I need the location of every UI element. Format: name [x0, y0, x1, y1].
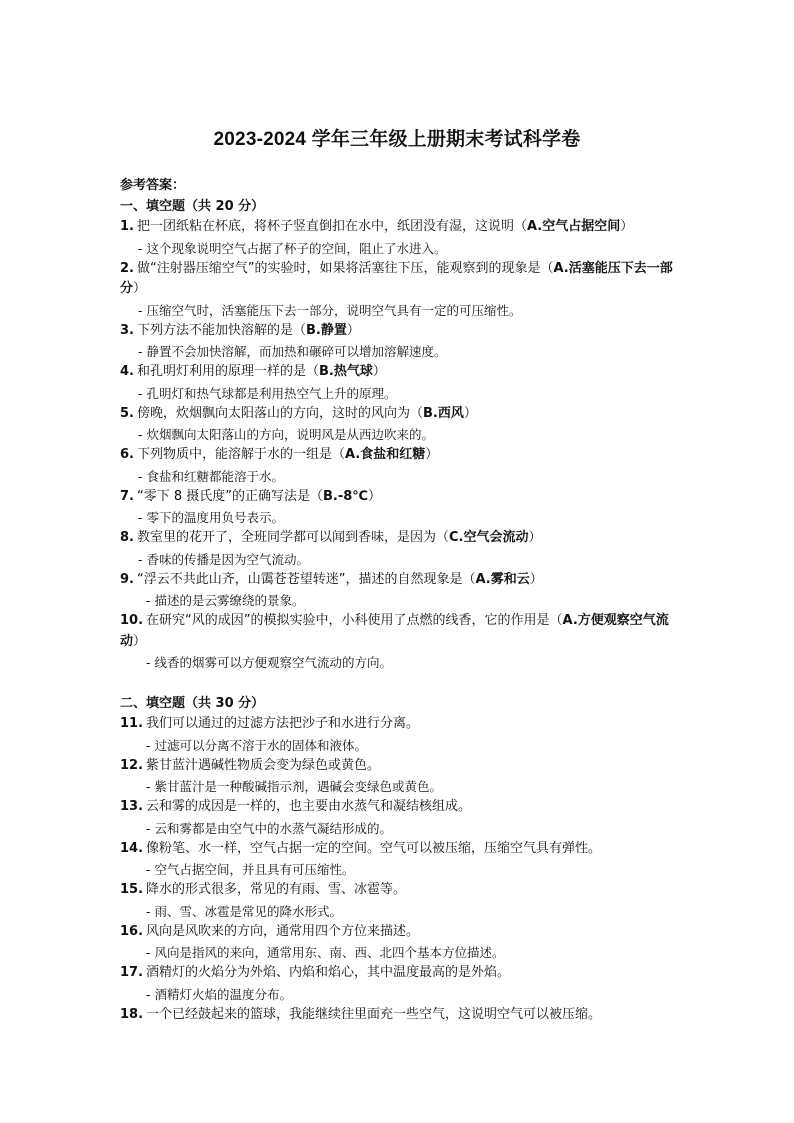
answer-explanation: - 描述的是云雾缭绕的景象。: [146, 593, 305, 608]
answer-explanation: - 零下的温度用负号表示。: [138, 510, 284, 525]
question-number: 15.: [120, 882, 144, 897]
answer-explanation: - 孔明灯和热气球都是利用热空气上升的原理。: [138, 385, 397, 401]
answer-explanation: - 线香的烟雾可以方便观察空气流动的方向。: [146, 655, 392, 670]
question-item: [120, 922, 680, 943]
question-text: 云和雾的成因是一样的，也主要由水蒸气和凝结核组成。: [146, 799, 472, 814]
section-1-heading: 一、填空题（共 20 分）: [120, 199, 265, 214]
question-text: “零下 8 摄氏度”的正确写法是（: [136, 488, 323, 504]
answer-explanation: - 压缩空气时，活塞能压下去一部分，说明空气具有一定的可压缩性。: [138, 302, 522, 318]
question-item: [120, 1005, 680, 1026]
question-item: [120, 487, 680, 508]
question-text: 在研究“风的成因”的模拟实验中，小科使用了点燃的线香，它的作用是（: [146, 613, 563, 628]
question-text: 风向是风吹来的方向，通常用四个方位来描述。: [146, 923, 420, 939]
answer-explanation: - 这个现象说明空气占据了杯子的空间，阻止了水进入。: [138, 240, 447, 256]
answer-choice: A.空气占据空间: [527, 219, 621, 234]
question-item: [120, 259, 680, 300]
question-item: [120, 321, 680, 342]
answer-explanation: - 紫甘蓝汁是一种酸碱指示剂，遇碱会变绿色或黄色。: [146, 779, 442, 794]
question-text: 降水的形式很多，常见的有雨、雪、冰雹等。: [146, 882, 407, 897]
answer-label: 参考答案：: [120, 178, 186, 193]
question-close-paren: ）: [529, 571, 543, 587]
question-item: [120, 611, 680, 652]
answer-choice: C.空气会流动: [449, 530, 529, 545]
answer-explanation: - 香味的传播是因为空气流动。: [138, 551, 309, 567]
question-text: 和孔明灯利用的原理一样的是（: [136, 364, 319, 379]
question-text: 酒精灯的火焰分为外焰、内焰和焰心，其中温度最高的是外焰。: [146, 965, 511, 980]
question-item: [120, 217, 680, 238]
answer-explanation: - 过滤可以分离不溶于水的固体和液体。: [146, 737, 367, 753]
answer-choice: A.活塞能压下去一部分: [120, 260, 673, 296]
question-item: [120, 714, 680, 735]
question-number: 14.: [120, 840, 144, 856]
question-item: [120, 404, 680, 425]
question-item: [120, 839, 680, 860]
question-text: 我们可以通过的过滤方法把沙子和水进行分离。: [146, 716, 420, 731]
question-number: 4.: [120, 364, 134, 379]
question-number: 12.: [120, 757, 144, 773]
section-1-list: [120, 217, 680, 673]
question-number: 18.: [120, 1006, 144, 1022]
question-text: 傍晚，炊烟飘向太阳落山的方向，这时的风向为（: [136, 405, 423, 421]
question-number: 10.: [120, 613, 144, 628]
section-2-list: [120, 714, 680, 1025]
question-close-paren: ）: [346, 322, 360, 338]
question-close-paren: ）: [372, 364, 386, 379]
question-item: [120, 756, 680, 777]
answer-choice: B.热气球: [319, 364, 373, 379]
question-number: 1.: [120, 219, 134, 234]
answer-choice: A.食盐和红糖: [345, 447, 426, 462]
question-text: 像粉笔、水一样，空气占据一定的空间。空气可以被压缩，压缩空气具有弹性。: [146, 840, 602, 856]
question-number: 8.: [120, 530, 134, 545]
answer-explanation: - 炊烟飘向太阳落山的方向，说明风是从西边吹来的。: [138, 427, 434, 442]
question-close-paren: ）: [463, 405, 477, 421]
question-item: [120, 445, 680, 466]
answer-content: [120, 175, 680, 1025]
question-close-paren: ）: [425, 447, 439, 462]
answer-explanation: - 静置不会加快溶解，而加热和碾碎可以增加溶解速度。: [138, 344, 447, 359]
question-text: 紫甘蓝汁遇碱性物质会变为绿色或黄色。: [146, 757, 381, 773]
question-number: 9.: [120, 571, 134, 587]
question-text: 把一团纸粘在杯底，将杯子竖直倒扣在水中，纸团没有湿，这说明（: [136, 219, 527, 234]
question-number: 13.: [120, 799, 144, 814]
page-title: 2023-2024 学年三年级上册期末考试科学卷: [213, 129, 581, 150]
answer-explanation: - 酒精灯火焰的温度分布。: [146, 986, 292, 1002]
question-text: 下列方法不能加快溶解的是（: [136, 322, 306, 338]
section-2-heading: 二、填空题（共 30 分）: [120, 696, 265, 711]
question-close-paren: ）: [368, 488, 382, 504]
question-close-paren: ）: [528, 530, 542, 545]
question-item: [120, 797, 680, 818]
answer-choice: B.西风: [423, 405, 464, 421]
answer-choice: B.-8℃: [323, 488, 369, 504]
question-number: 11.: [120, 716, 144, 731]
question-number: 7.: [120, 488, 134, 504]
question-number: 3.: [120, 322, 134, 338]
answer-explanation: - 云和雾都是由空气中的水蒸气凝结形成的。: [146, 820, 392, 836]
question-number: 5.: [120, 405, 134, 421]
question-text: 教室里的花开了，全班同学都可以闻到香味，是因为（: [136, 530, 449, 545]
question-item: [120, 528, 680, 549]
answer-choice: A.方便观察空气流动: [120, 613, 669, 649]
question-close-paren: ）: [620, 219, 634, 234]
answer-explanation: - 雨、雪、冰雹是常见的降水形式。: [146, 903, 342, 919]
question-number: 17.: [120, 965, 144, 980]
question-close-paren: ）: [133, 281, 147, 296]
question-number: 2.: [120, 260, 134, 276]
question-number: 6.: [120, 447, 134, 462]
question-text: 一个已经鼓起来的篮球，我能继续往里面充一些空气，这说明空气可以被压缩。: [146, 1006, 602, 1022]
question-item: [120, 880, 680, 901]
answer-explanation: - 风向是指风的来向，通常用东、南、西、北四个基本方位描述。: [146, 945, 505, 960]
answer-choice: A.雾和云: [475, 571, 530, 587]
question-number: 16.: [120, 923, 144, 939]
question-text: 做“注射器压缩空气”的实验时，如果将活塞往下压，能观察到的现象是（: [136, 260, 554, 276]
answer-choice: B.静置: [306, 322, 347, 338]
question-text: “浮云不共此山齐，山霭苍苍望转迷”，描述的自然现象是（: [136, 571, 476, 587]
answer-explanation: - 空气占据空间，并且具有可压缩性。: [146, 862, 355, 877]
question-item: [120, 362, 680, 383]
question-text: 下列物质中，能溶解于水的一组是（: [136, 447, 345, 462]
answer-explanation: - 食盐和红糖都能溶于水。: [138, 468, 284, 484]
question-item: [120, 963, 680, 984]
question-item: [120, 570, 680, 591]
question-close-paren: ）: [133, 633, 147, 649]
